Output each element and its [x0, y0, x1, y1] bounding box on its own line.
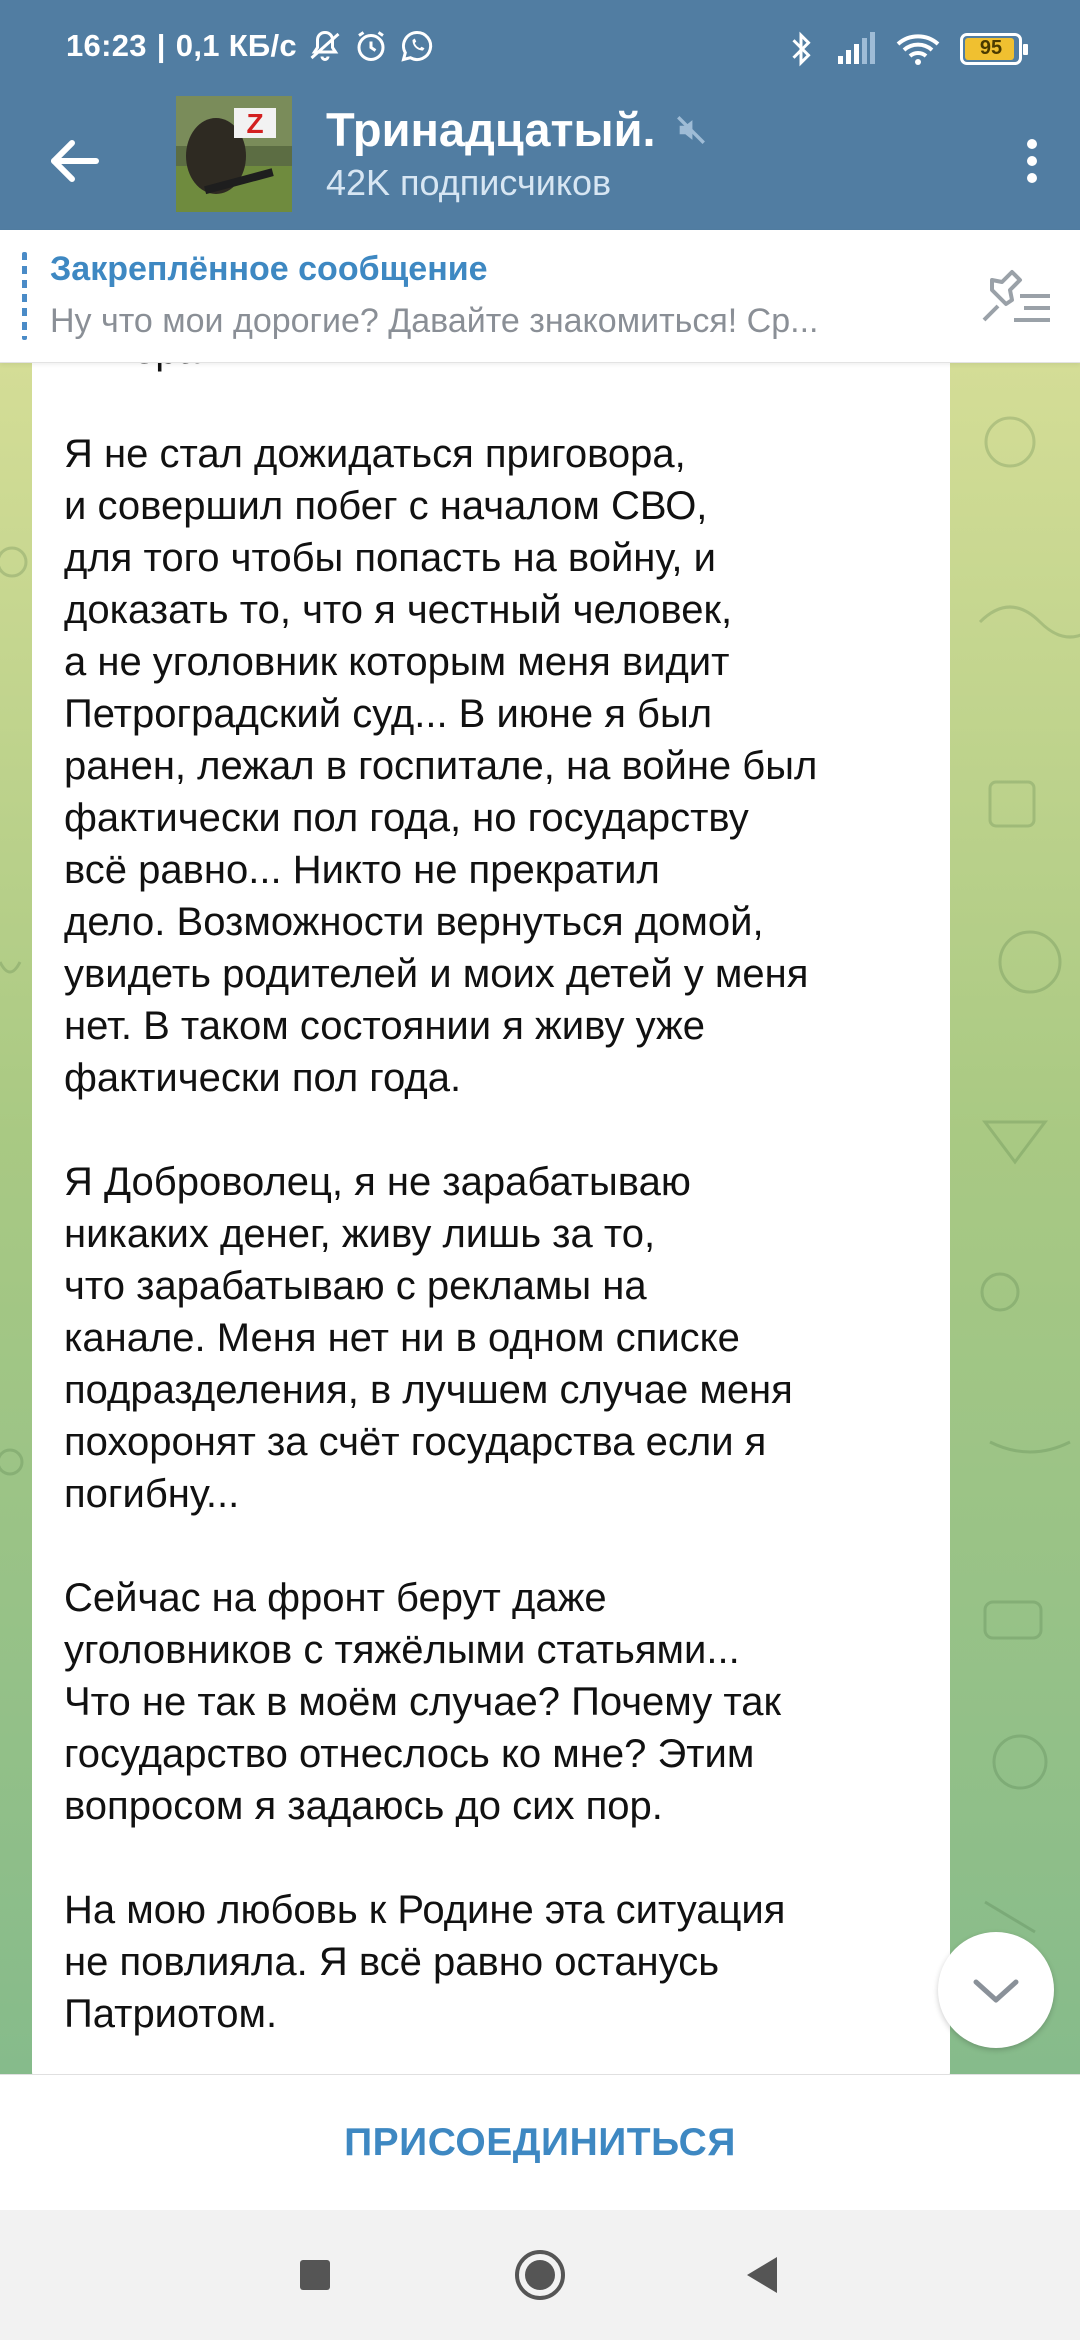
- whatsapp-icon: [399, 28, 435, 64]
- status-right: [786, 30, 1022, 68]
- channel-title-text: Тринадцатый.: [326, 103, 656, 156]
- scroll-down-button[interactable]: [938, 1932, 1054, 2048]
- channel-title[interactable]: [326, 102, 708, 157]
- chat-area[interactable]: [0, 362, 1080, 2074]
- muted-icon: [674, 113, 708, 147]
- avatar-photo: [176, 96, 292, 212]
- muted-bell-icon: [307, 28, 343, 64]
- status-left: [66, 28, 435, 64]
- join-button[interactable]: ПРИСОЕДИНИТЬСЯ: [344, 2121, 736, 2164]
- arrow-left-icon: [40, 126, 110, 196]
- pinned-indicator: [22, 252, 27, 340]
- pinned-list-button[interactable]: [974, 270, 1054, 330]
- channel-avatar[interactable]: [176, 96, 292, 212]
- more-menu-button[interactable]: [1002, 118, 1062, 204]
- home-button[interactable]: [510, 2245, 570, 2305]
- battery-level: 95: [979, 37, 1003, 59]
- back-button[interactable]: [40, 126, 110, 196]
- pinned-title: Закреплённое сообщение: [50, 250, 488, 288]
- pinned-message-bar[interactable]: [0, 230, 1080, 363]
- post-text: Я не стал дожидаться приговора, и совершил побег с началом СВО, для того чтобы попасть на войну, и доказать то, что я честный человек, а не уголовник которым меня видит Петроградский суд... В июне я был ранен, лежал в госпитале, на войне был фактически пол года, но государству всё равно... Никто не прекратил дело. Возможности вернуться домой, увидеть родителей и моих детей у меня нет. В таком состоянии я живу уже фактически пол года. Я Доброволец, я не зарабатываю никаких денег, живу лишь за то, что зарабатываю с рекламы на канале. Меня нет ни в одном списке подразделения, в лучшем случае меня похоронят за счёт государства если я погибну... Сейчас на фронт берут даже уголовников с тяжёлыми статьями... Что не так в моём случае? Почему так государство отнеслось ко мне? Этим вопросом я задаюсь до сих пор. На мою любовь к Родине эта ситуация не повлияла. Я всё равно останусь Патриотом.: [64, 432, 818, 2036]
- svg-text:Z: Z: [246, 108, 264, 139]
- system-nav-bar: [0, 2210, 1080, 2340]
- pin-list-icon: [974, 270, 1054, 330]
- square-icon: [285, 2245, 345, 2305]
- subscriber-count: 42K подписчиков: [326, 162, 612, 203]
- separator: |: [156, 28, 166, 63]
- signal-icon: [836, 32, 876, 66]
- alarm-icon: [353, 28, 389, 64]
- chevron-down-icon: [938, 1932, 1054, 2048]
- clock: 16:23: [66, 28, 147, 63]
- wifi-icon: [896, 32, 940, 66]
- menu-dot-icon: [1027, 173, 1037, 183]
- menu-dot-icon: [1027, 139, 1037, 149]
- menu-dot-icon: [1027, 156, 1037, 166]
- recents-button[interactable]: [285, 2245, 345, 2305]
- join-bar: [0, 2074, 1080, 2211]
- status-bar: [0, 0, 1080, 96]
- channel-header: [0, 96, 1080, 230]
- pinned-preview: Ну что мои дорогие? Давайте знакомиться! Ср...: [50, 302, 819, 340]
- bluetooth-icon: [786, 30, 816, 68]
- circle-icon: [510, 2245, 570, 2305]
- battery-cap: [1023, 44, 1028, 55]
- triangle-back-icon: [735, 2245, 795, 2305]
- battery-indicator: [960, 33, 1022, 65]
- back-nav-button[interactable]: [735, 2245, 795, 2305]
- network-speed: 0,1 КБ/с: [175, 28, 297, 63]
